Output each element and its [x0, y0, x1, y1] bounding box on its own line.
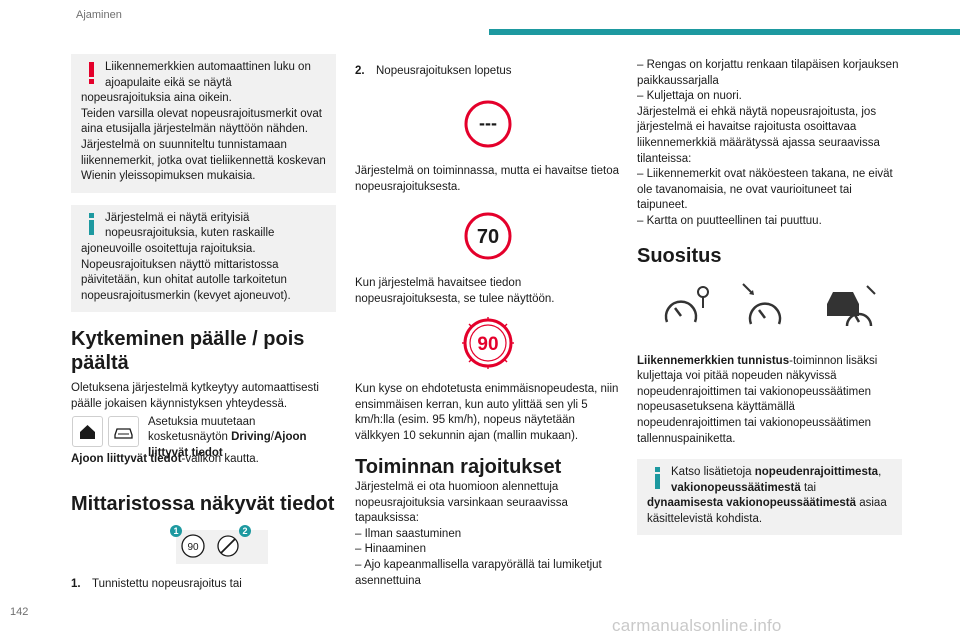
adaptive-cruise-icon	[823, 282, 879, 332]
speed-70-sign-label: 70	[476, 226, 500, 248]
end-limit-sign	[464, 100, 512, 148]
end-limit-sign-label: ---	[479, 113, 497, 133]
settings-continuation: Ajoon liittyvät tiedot-valikon kautta.	[71, 453, 259, 465]
list-number: 1.	[71, 577, 81, 590]
cluster-graphic	[168, 522, 278, 566]
speed-90-blink-sign	[462, 317, 514, 369]
heading-kytkeminen: Kytkeminen päälle / pois päältä	[71, 328, 305, 375]
paragraph: Järjestelmä on toiminnassa, mutta ei havaitse tietoa nopeusrajoituksesta.	[355, 165, 619, 193]
badge-2-label: 2	[242, 525, 248, 536]
home-icon-tile	[72, 416, 103, 447]
speed-sign-small-label: 90	[187, 541, 199, 553]
info-line: Nopeusrajoituksen näyttö mittaristossa päivitetään, kun ohitat autolle tarkoitetun nopeusrajoitusmerkin (kevyet ajoneuvot).	[81, 258, 291, 302]
info-box-references	[637, 459, 902, 535]
limitations-block	[355, 480, 620, 589]
heading-mittaristo: Mittaristossa näkyvät tiedot	[71, 492, 335, 515]
cluster-illustration	[173, 525, 268, 564]
paragraph: Kun järjestelmä havaitsee tiedon nopeusrajoituksesta, se tulee näyttöön.	[355, 277, 555, 305]
exclamation-icon	[88, 62, 95, 84]
list-item: – Kartta on puutteellinen tai puuttuu.	[637, 214, 822, 227]
heading-suositus: Suositus	[637, 244, 722, 267]
warning-line: Teiden varsilla olevat nopeusrajoitusmerkit ovat aina etusijalla järjestelmän näyttöön nähden.	[81, 107, 322, 136]
info-box	[71, 205, 336, 313]
speed-70-sign	[464, 212, 512, 260]
list-item: – Kuljettaja on nuori.	[637, 90, 742, 103]
section-title: Ajaminen	[76, 9, 122, 21]
list-item-2	[355, 64, 620, 80]
list-item-1	[71, 577, 262, 593]
car-icon	[109, 417, 138, 446]
info-icon	[88, 213, 95, 235]
info-line: ajoneuvoille osoitettuja rajoituksia.	[81, 242, 256, 255]
info-reference-continued: dynaamisesta vakionopeussäätimestä asiaa käsittelevistä kohdista.	[647, 497, 887, 525]
list-item: – Ajo kapeanmallisella varapyörällä tai lumiketjut asennettuina	[355, 558, 602, 587]
warning-first-line: Liikennemerkkien automaattinen luku on ajoapulaite eikä se näytä	[105, 61, 311, 89]
list-number: 2.	[355, 65, 365, 77]
heading-rajoitukset: Toiminnan rajoitukset	[355, 456, 562, 478]
recommendation-icons	[637, 276, 902, 338]
home-icon	[73, 417, 102, 446]
column-2	[355, 54, 620, 587]
speedometer-limiter-icon	[661, 282, 711, 332]
speed-90-sign-label: 90	[477, 334, 499, 355]
settings-text: Asetuksia muutetaan kosketusnäytön Driving/Ajoon liittyvät tiedot	[148, 415, 307, 459]
paragraph: Järjestelmä ei ota huomioon alennettuja nopeusrajoituksia varsinkaan seuraavissa tapauksissa:	[355, 481, 568, 525]
paragraph: Oletuksena järjestelmä kytkeytyy automaattisesti päälle jokaisen käynnistyksen yhteydessä.	[71, 382, 319, 410]
list-item: – Liikennemerkit ovat näköesteen takana, ne eivät ole tavanomaisia, ne ovat vaurioituneet tai taipuneet.	[637, 168, 893, 212]
page-number: 142	[10, 606, 29, 618]
watermark: carmanualsonline.info	[612, 616, 782, 635]
car-icon-tile	[108, 416, 139, 447]
column-3	[637, 58, 902, 535]
info-reference-text: Katso lisätietoja nopeudenrajoittimesta, vakionopeussäätimestä tai	[671, 466, 882, 494]
speedometer-memory-icon	[741, 282, 791, 332]
info-icon	[654, 467, 661, 489]
recommendation-text: Liikennemerkkien tunnistus-toiminnon lisäksi kuljettaja voi pitää nopeuden näkyvissä nopeudenrajoittimen tai vakionopeussäätimen nopeusasetuksena käyttämällä nopeudenrajoittimen tai vakionopeussäätimen tallennuspainiketta.	[637, 354, 878, 445]
paragraph: Järjestelmä ei ehkä näytä nopeusrajoitusta, jos järjestelmä ei havaitse rajoitusta osoittavaa liikennemerkkiä määrätyssä ajassa seuraavissa tilanteissa:	[637, 105, 880, 165]
list-item: – Ilman saastuminen	[355, 527, 462, 540]
list-item: – Hinaaminen	[355, 543, 426, 556]
list-item: – Rengas on korjattu renkaan tilapäisen korjauksen paikkaussarjalla	[637, 59, 899, 87]
badge-1-label: 1	[173, 525, 179, 536]
warning-line: Järjestelmä on suunniteltu tunnistamaan liikennemerkit, jotka ovat tieliikennettä koskevan Wienin yleissopimuksen mukaisia.	[81, 138, 326, 183]
paragraph: Kun kyse on ehdotetusta enimmäisnopeudesta, niin ensimmäisen kerran, kun auto ylittää sen yli 5 km/h:lla (esim. 95 km/h), nopeus näytetään välkkyen 10 sekunnin ajan (mallin mukaan).	[355, 383, 619, 442]
info-first-line: Järjestelmä ei näytä erityisiä nopeusrajoituksia, kuten raskaille	[105, 211, 275, 240]
list-text: Nopeusrajoituksen lopetus	[376, 65, 512, 77]
warning-box	[71, 54, 336, 193]
warning-line: nopeusrajoituksia aina oikein.	[81, 92, 232, 105]
header-accent-bar	[489, 29, 960, 35]
list-text: Tunnistettu nopeusrajoitus tai	[92, 577, 242, 590]
column-1	[71, 54, 336, 592]
